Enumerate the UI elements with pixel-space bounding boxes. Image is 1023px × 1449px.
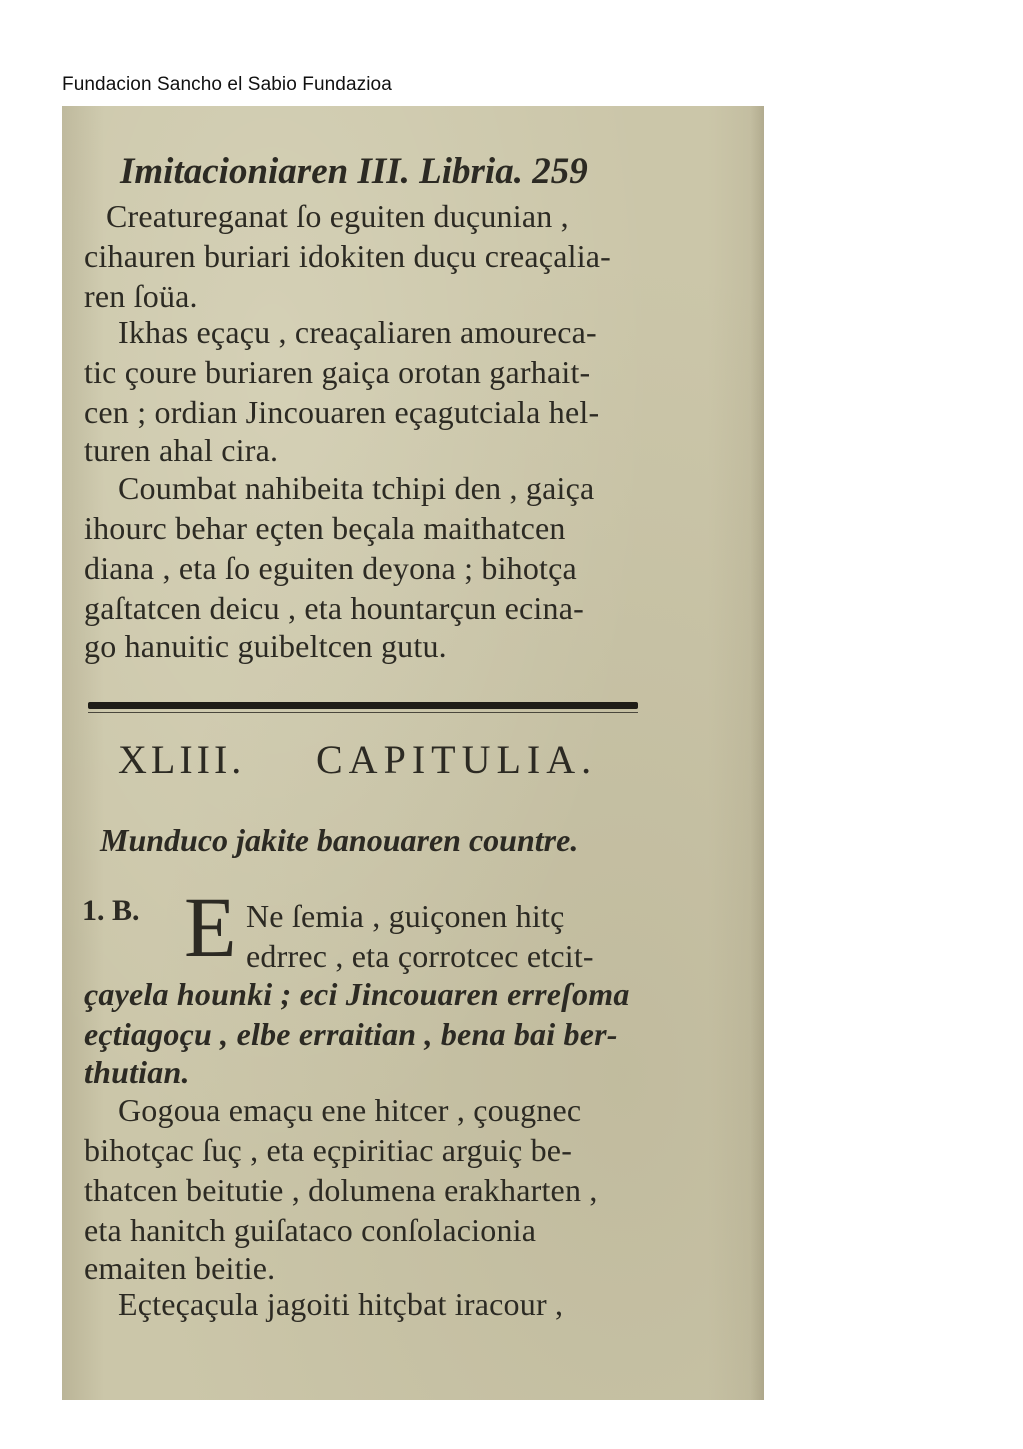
text-line: emaiten beitie. — [84, 1250, 276, 1286]
text-line: turen ahal cira. — [84, 432, 279, 468]
text-line: cihauren buriari idokiten duçu creaçalia- — [84, 238, 612, 274]
text-line: çayela hounki ; eci Jincouaren erreſoma — [84, 976, 630, 1012]
text-line: ihourc behar eçten beçala maithatcen — [84, 510, 566, 546]
text-line: Creatureganat ſo eguiten duçunian , — [106, 198, 569, 234]
text-line: Gogoua emaçu ene hitcer , çougnec — [118, 1092, 582, 1128]
text-line: eçtiagoçu , elbe erraitian , bena bai ber- — [84, 1016, 618, 1052]
text-line: Eçteçaçula jagoiti hitçbat iracour , — [118, 1286, 564, 1322]
text-line: gaſtatcen deicu , eta hountarçun ecina- — [84, 590, 584, 626]
scanned-page — [62, 106, 764, 1400]
text-line: ren ſoüa. — [84, 278, 198, 314]
chapter-subtitle: Munduco jakite banouaren countre. — [100, 822, 579, 858]
source-header: Fundacion Sancho el Sabio Fundazioa — [62, 74, 392, 95]
text-line: edrrec , eta çorrotcec etcit- — [246, 938, 594, 974]
text-line: thutian. — [84, 1054, 190, 1090]
text-line: Coumbat nahibeita tchipi den , gaiça — [118, 470, 595, 506]
text-line: tic çoure buriaren gaiça orotan garhait- — [84, 354, 591, 390]
page-edge-shadow — [750, 106, 764, 1400]
text-line: Ne ſemia , guiçonen hitç — [246, 898, 565, 934]
text-line: eta hanitch guiſataco conſolacionia — [84, 1212, 537, 1248]
text-line: go hanuitic guibeltcen gutu. — [84, 628, 447, 664]
chapter-heading: CAPITULIA. — [316, 737, 598, 782]
text-line: bihotçac ſuç , eta eçpiritiac arguiç be- — [84, 1132, 573, 1168]
verse-mark: 1. B. — [82, 894, 140, 927]
text-line: thatcen beitutie , dolumena erakharten , — [84, 1172, 598, 1208]
drop-cap: E — [184, 879, 237, 975]
chapter-rule-thin — [88, 712, 638, 713]
text-line: Ikhas eçaçu , creaçaliaren amoureca- — [118, 314, 597, 350]
running-head: Imitacioniaren III. Libria. 259 — [120, 151, 588, 192]
chapter-number: XLIII. — [118, 737, 246, 782]
text-line: diana , eta ſo eguiten deyona ; bihotça — [84, 550, 577, 586]
text-line: cen ; ordian Jincouaren eçagutciala hel- — [84, 394, 600, 430]
chapter-rule — [88, 702, 638, 709]
